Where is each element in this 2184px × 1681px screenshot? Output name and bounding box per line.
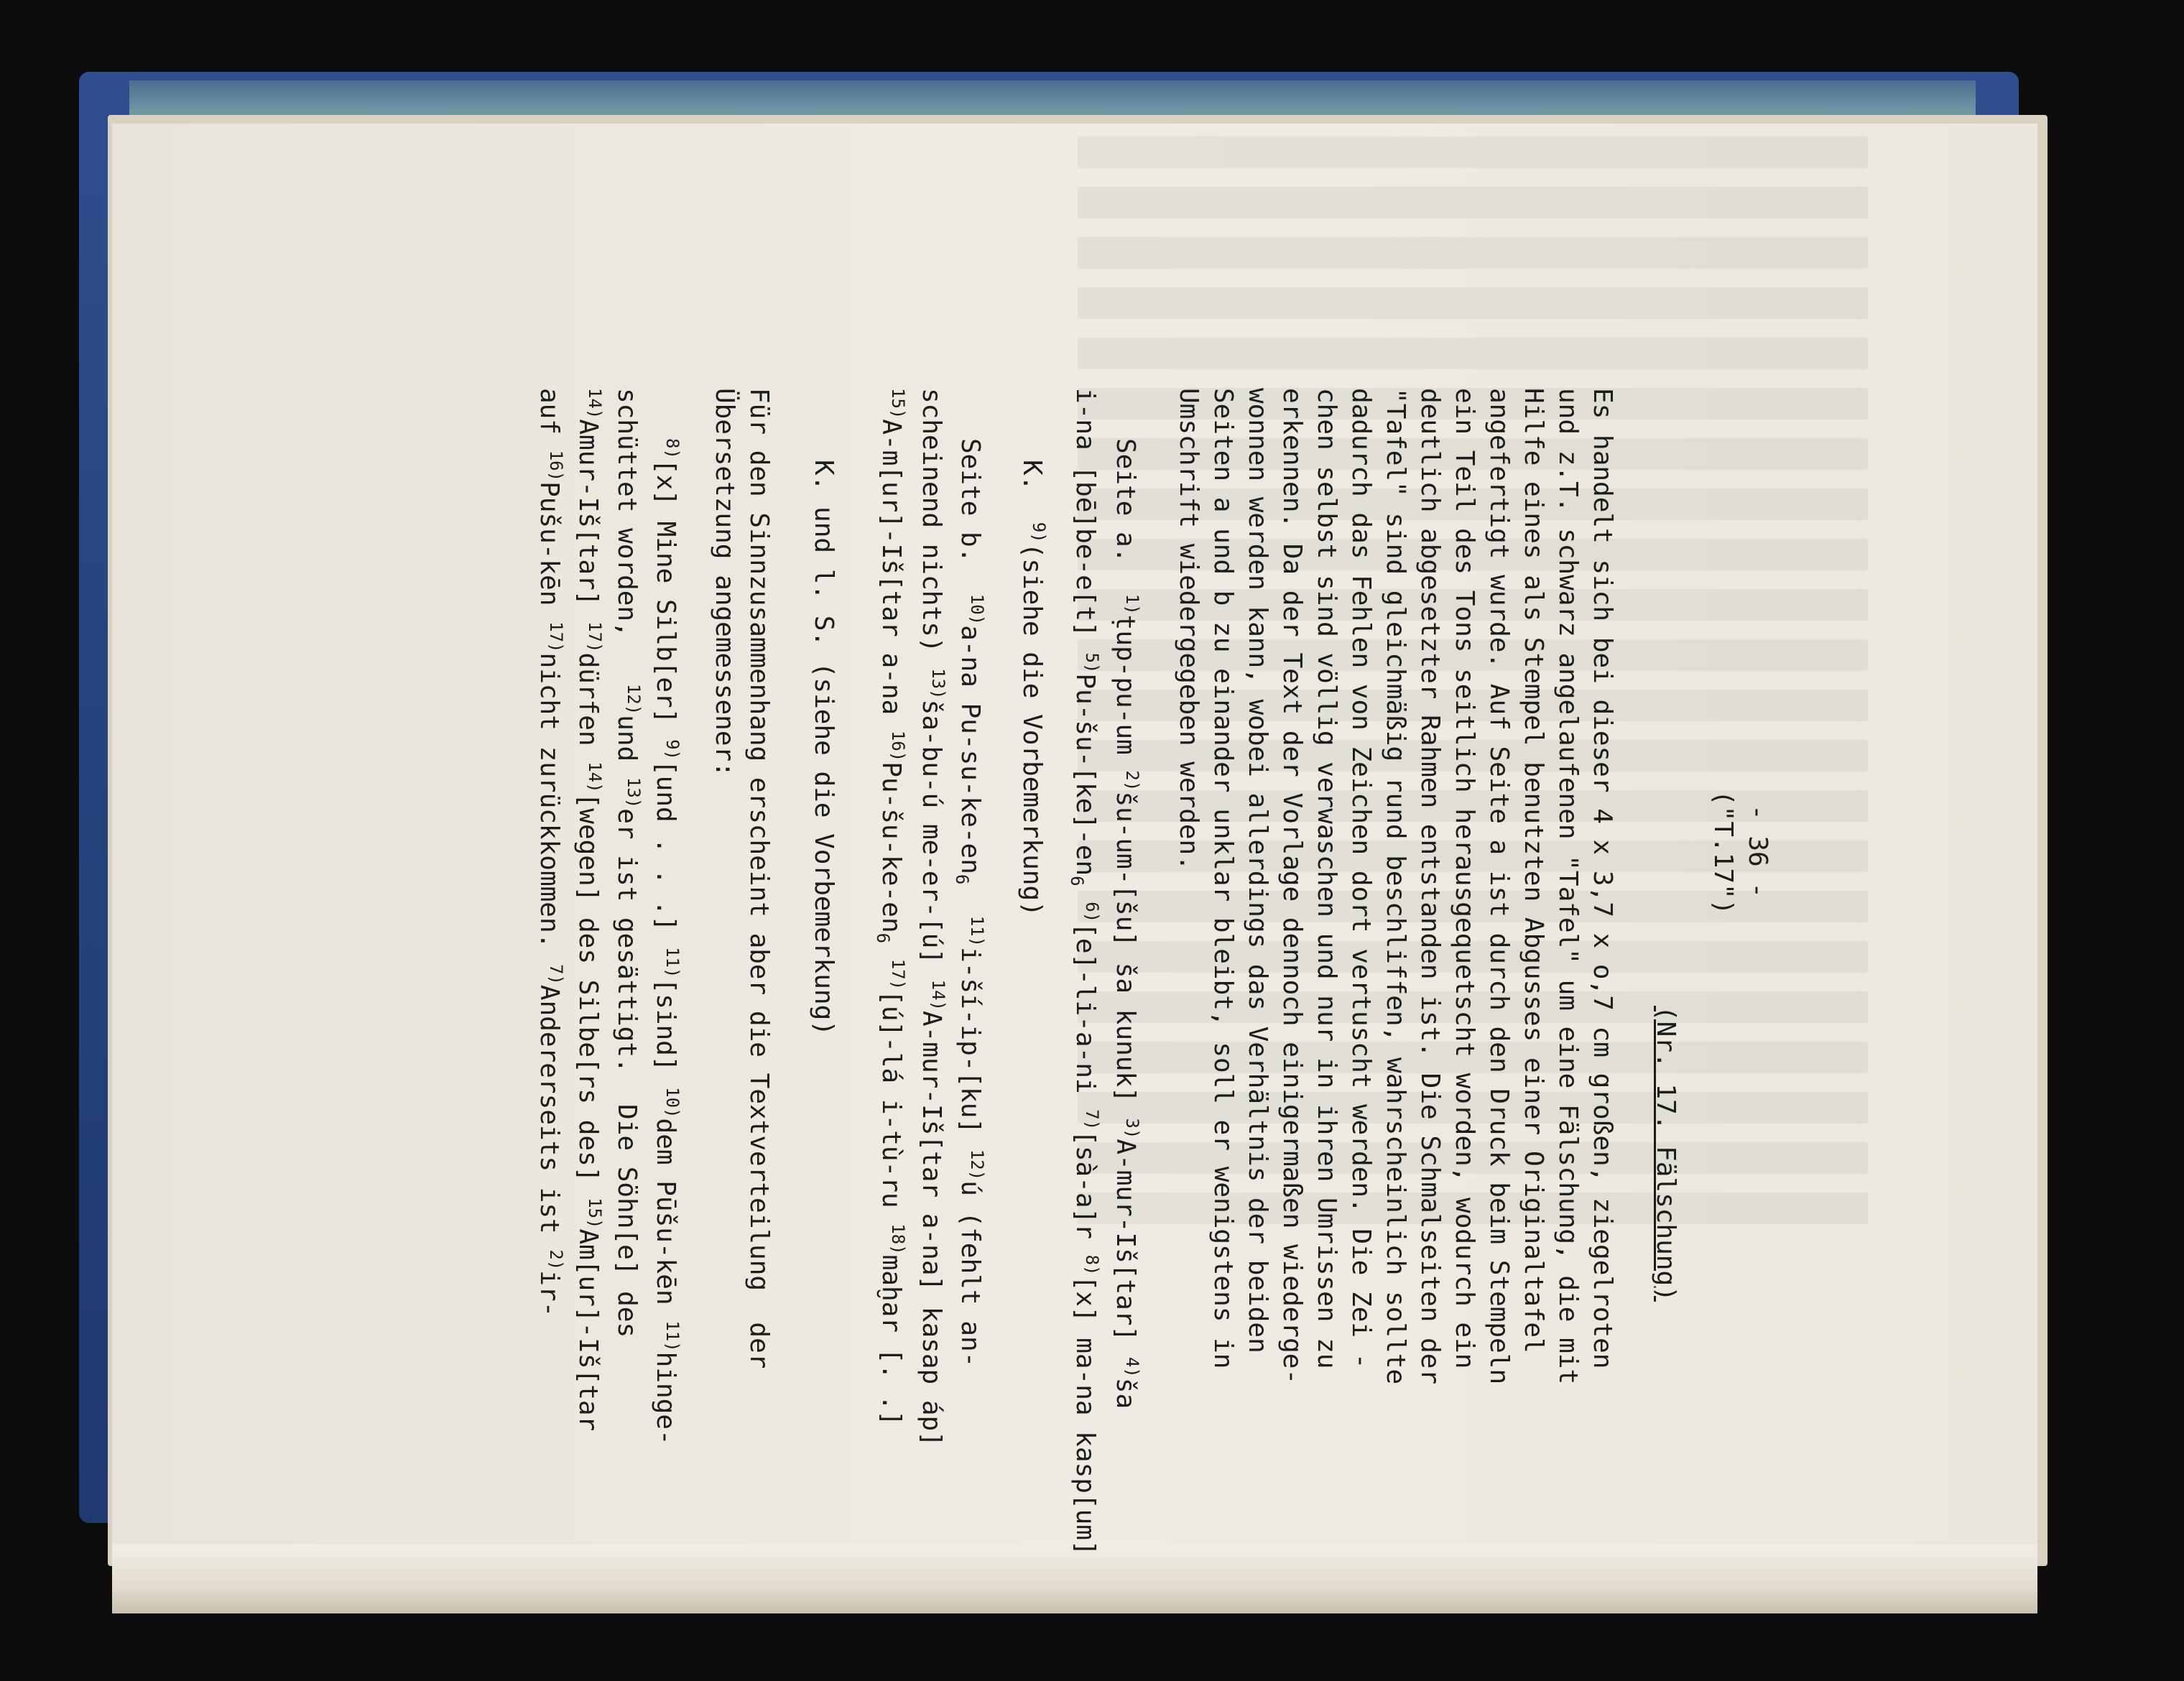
para2-line: Für den Sinnzusammenhang erscheint aber die Textverteilung der bbox=[744, 388, 774, 1369]
transliteration: a-na Pu-su-ke-en bbox=[956, 625, 985, 874]
line-number: 2) bbox=[1122, 770, 1142, 792]
line-number: 12) bbox=[967, 1149, 987, 1181]
line-number: 3) bbox=[1122, 1118, 1142, 1139]
line-number: 2) bbox=[546, 1249, 566, 1271]
transliteration: [sà-a]r bbox=[1070, 1130, 1100, 1239]
side-b-line-3 bbox=[866, 388, 908, 1426]
line-number: 13) bbox=[624, 777, 644, 809]
line-number: 17) bbox=[585, 621, 605, 653]
side-label: Seite b. bbox=[956, 438, 985, 563]
intro-line: Umschrift wiedergegeben werden. bbox=[1174, 388, 1203, 871]
transliteration: Pu-šu-[ke]-en bbox=[1070, 673, 1100, 876]
section-title: (Nr. 17. Fälschung) bbox=[1651, 1006, 1680, 1302]
line-number: 11) bbox=[662, 1320, 682, 1352]
translation-text: hinge- bbox=[651, 1351, 680, 1445]
transliteration: [x] ma-na kasp[um] bbox=[1070, 1275, 1100, 1556]
line-number: 17) bbox=[546, 621, 566, 653]
line-number: 9) bbox=[662, 739, 682, 760]
intro-line: ein Teil des Tons seitlich herausgequetscht worden, wodurch ein bbox=[1450, 388, 1479, 1369]
translation-line-2 bbox=[609, 388, 644, 1338]
transliteration: [e]-li-a-ni bbox=[1070, 922, 1100, 1094]
intro-line: und z.T. schwarz angelaufenen "Tafel" um eine Fälschung, die mit bbox=[1553, 388, 1583, 1385]
side-a-line-2 bbox=[1060, 388, 1102, 1556]
intro-line: erkennen. Da der Text der Vorlage dennoch einigermaßen wiederge- bbox=[1277, 388, 1307, 1385]
side-b-line-1 bbox=[945, 438, 987, 1367]
transliteration: ṭup-pu-um bbox=[1111, 614, 1140, 755]
transliteration: [ú]-lá i-tù-ru bbox=[876, 990, 906, 1208]
line-number: 10) bbox=[967, 593, 987, 626]
rotated-page-text bbox=[366, 388, 1774, 1681]
line-number: 15) bbox=[888, 388, 908, 420]
line-number: 7) bbox=[1082, 1109, 1102, 1131]
line-number: 18) bbox=[888, 1223, 908, 1255]
transliteration: ša bbox=[1111, 1377, 1140, 1409]
line-number: 8) bbox=[1082, 1254, 1102, 1276]
translation-text: dürfen bbox=[573, 652, 603, 746]
side-label: Seite a. bbox=[1111, 438, 1140, 563]
intro-line: Seiten a und b zu einander unklar bleibt, soll er wenigstens in bbox=[1208, 388, 1238, 1369]
translation-text: [x] Mine Silb[er] bbox=[651, 458, 680, 724]
k-note bbox=[1014, 460, 1049, 917]
subscript: 6 bbox=[951, 874, 972, 885]
transliteration: A-mur-Iš[tar a-na] kasap áp] bbox=[917, 1011, 946, 1447]
k-note-2: K. und l. S. (siehe die Vorbemerkung) bbox=[809, 460, 838, 1036]
line-number: 13) bbox=[928, 668, 948, 700]
translation-text: [und . . .] bbox=[651, 759, 680, 932]
translation-text: [sind] bbox=[651, 978, 680, 1072]
line-number: 7) bbox=[546, 964, 566, 985]
translation-line-4 bbox=[532, 388, 566, 1317]
line-number: 12) bbox=[624, 683, 644, 716]
transliteration: A-mur-Iš[tar] bbox=[1111, 1139, 1140, 1342]
line-number: 17) bbox=[888, 958, 908, 991]
translation-text: ir- bbox=[535, 1270, 564, 1318]
translation-text: dem Pūšu-kēn bbox=[651, 1118, 680, 1305]
translation-text: und bbox=[612, 715, 642, 762]
translation-line-3 bbox=[570, 388, 605, 1431]
transliteration: ú (fehlt an- bbox=[956, 1180, 985, 1368]
subscript: 6 bbox=[1066, 876, 1087, 886]
line-number: 4) bbox=[1122, 1356, 1142, 1378]
tablet-reference: ("T.17") bbox=[1708, 790, 1738, 915]
translation-text: auf bbox=[535, 388, 564, 435]
line-number: 8) bbox=[662, 438, 682, 459]
line-number: 16) bbox=[546, 450, 566, 482]
line-number: 14) bbox=[928, 979, 948, 1011]
intro-line: chen selbst sind völlig verwaschen und nur in ihren Umrissen zu bbox=[1312, 388, 1341, 1369]
transliteration: i-na [bē]be-e[t] bbox=[1070, 388, 1100, 637]
transliteration: i-ší-ip-[ku] bbox=[956, 947, 985, 1134]
intro-line: deutlich abgesetzter Rahmen entstanden ist. Die Schmalseiten der bbox=[1415, 388, 1445, 1385]
intro-line: Hilfe eines als Stempel benutzten Abgusses einer Originaltafel bbox=[1519, 388, 1548, 1353]
line-number: 14) bbox=[585, 761, 605, 793]
intro-line: dadurch das Fehlen von Zeichen dort vertuscht werden. Die Zei - bbox=[1346, 388, 1376, 1369]
translation-text: Am[ur]-Iš[tar bbox=[573, 1228, 603, 1432]
transliteration: Pu-šu-ke-en bbox=[876, 761, 906, 933]
intro-line: "Tafel" sind gleichmäßig rund beschliffen, wahrscheinlich sollte bbox=[1381, 388, 1410, 1385]
transliteration: A-m[ur]-Iš[tar a-na bbox=[876, 419, 906, 716]
intro-line: angefertigt wurde. Auf Seite a ist durch den Druck beim Stempeln bbox=[1484, 388, 1514, 1385]
translation-text: Pušu-kēn bbox=[535, 481, 564, 606]
transliteration: ša-bu-ú me-er-[ú] bbox=[917, 699, 946, 964]
translation-text: Amur-Iš[tar] bbox=[573, 419, 603, 606]
translation-text: [wegen] des Silbe[rs des] bbox=[573, 792, 603, 1182]
transliteration: maḫar [. .] bbox=[876, 1254, 906, 1427]
line-number: 11) bbox=[967, 915, 987, 948]
subscript: 6 bbox=[872, 932, 893, 944]
line-number: 9) bbox=[1029, 522, 1049, 543]
translation-line-1 bbox=[648, 438, 682, 1445]
k-label: K. bbox=[1017, 460, 1047, 491]
para2-line: Übersetzung angemessener: bbox=[710, 388, 739, 777]
page-number: - 36 - bbox=[1743, 805, 1772, 899]
line-number: 6) bbox=[1082, 902, 1102, 923]
line-number: 16) bbox=[888, 730, 908, 762]
line-number: 14) bbox=[585, 388, 605, 420]
side-a-line-1 bbox=[1108, 438, 1142, 1409]
transliteration: scheinend nichts) bbox=[917, 388, 946, 653]
transliteration: šu-um-[šu] ša kunuk] bbox=[1111, 791, 1140, 1103]
intro-line: wonnen werden kann, wobei allerdings das Verhältnis der beiden bbox=[1243, 388, 1272, 1353]
intro-line: Es handelt sich bei dieser 4 x 3,7 x o,7 cm großen, ziegelroten bbox=[1588, 388, 1617, 1369]
line-number: 1) bbox=[1122, 593, 1142, 615]
note-text: (siehe die Vorbemerkung) bbox=[1017, 542, 1047, 917]
translation-text: schüttet worden, bbox=[612, 388, 642, 637]
line-number: 10) bbox=[662, 1087, 682, 1119]
line-number: 15) bbox=[585, 1198, 605, 1229]
side-b-line-2 bbox=[914, 388, 948, 1447]
line-number: 11) bbox=[662, 947, 682, 978]
translation-text: Andererseits ist bbox=[535, 984, 564, 1234]
translation-text: nicht zurückkommen. bbox=[535, 652, 564, 949]
line-number: 5) bbox=[1082, 652, 1102, 674]
translation-text: er ist gesättigt. Die Söhn[e] des bbox=[612, 808, 642, 1338]
